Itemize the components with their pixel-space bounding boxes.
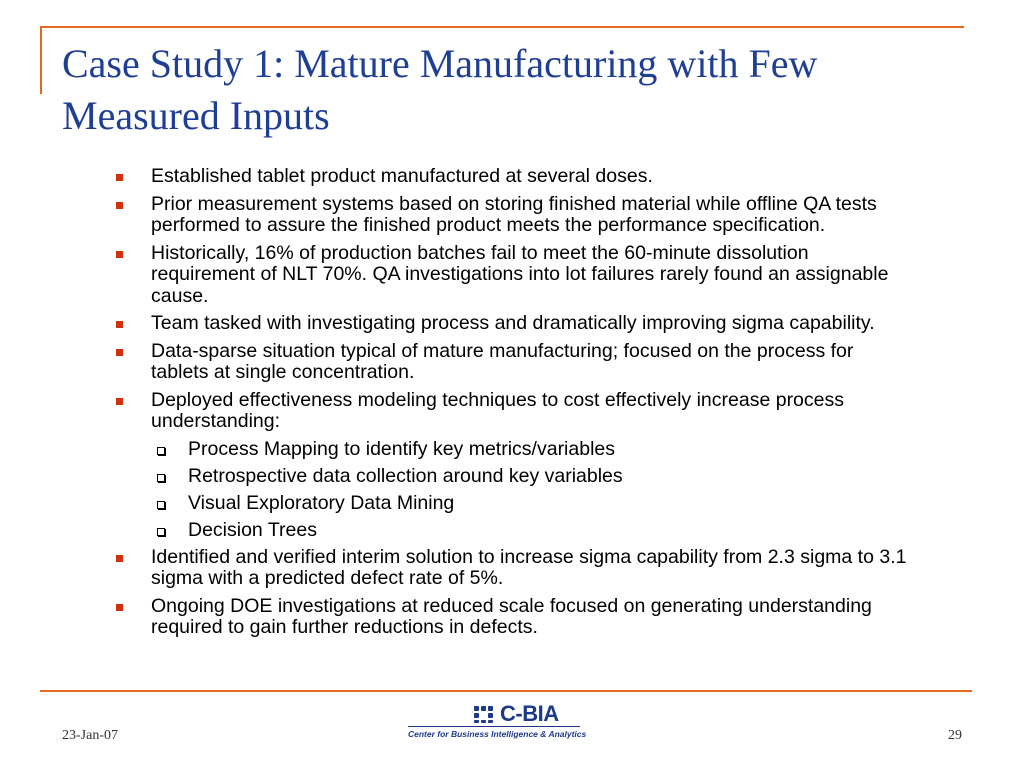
footer-date: 23-Jan-07 — [62, 728, 118, 743]
bullet-text: Ongoing DOE investigations at reduced scale focused on generating understanding required to gain further reductions in defects. — [151, 594, 872, 638]
bullet-item — [113, 341, 913, 384]
logo-grid-icon — [474, 706, 500, 724]
bullet-list — [113, 166, 913, 645]
bullet-item — [113, 313, 913, 335]
bullet-square-icon — [116, 174, 123, 181]
bottom-accent-line — [40, 690, 972, 692]
sub-bullet-text: Retrospective data collection around key variables — [188, 464, 623, 487]
sub-bullet-text: Decision Trees — [188, 518, 317, 541]
bullet-square-icon — [116, 321, 123, 328]
bullet-square-icon — [116, 555, 123, 562]
bullet-square-icon — [116, 202, 123, 209]
logo-rule — [408, 726, 580, 727]
bullet-text: Data-sparse situation typical of mature manufacturing; focused on the process for tablets at single concentration. — [151, 339, 854, 383]
bullet-item — [113, 166, 913, 188]
sub-bullet-item — [113, 439, 913, 461]
sub-bullet-text: Process Mapping to identify key metrics/variables — [188, 437, 616, 460]
bullet-item — [113, 390, 913, 433]
bullet-text: Team tasked with investigating process and dramatically improving sigma capability. — [151, 312, 875, 334]
hollow-square-icon — [157, 447, 165, 455]
bullet-text: Historically, 16% of production batches fail to meet the 60-minute dissolution requirement of NLT 70%. QA investigations into lot failures rarely found an assignable cause. — [151, 241, 889, 307]
bullet-text: Identified and verified interim solution to increase sigma capability from 2.3 sigma to 3.1 sigma with a predicted defect rate of 5%. — [151, 545, 907, 589]
bullet-item — [113, 596, 913, 639]
sub-bullet-item — [113, 466, 913, 488]
slide-title: Case Study 1: Mature Manufacturing with Few Measured Inputs — [62, 41, 818, 138]
bullet-item — [113, 547, 913, 590]
sub-bullet-item — [113, 493, 913, 515]
bullet-square-icon — [116, 349, 123, 356]
bullet-text: Prior measurement systems based on storing finished material while offline QA tests performed to assure the finished product meets the performance specification. — [151, 192, 877, 236]
hollow-square-icon — [157, 501, 165, 509]
bullet-square-icon — [116, 604, 123, 611]
bullet-square-icon — [116, 398, 123, 405]
sub-bullet-text: Visual Exploratory Data Mining — [188, 491, 455, 514]
bullet-text: Established tablet product manufactured at several doses. — [151, 165, 653, 187]
hollow-square-icon — [157, 474, 165, 482]
sub-bullet-item — [113, 520, 913, 542]
bullet-item — [113, 243, 913, 308]
logo-tagline: Center for Business Intelligence & Analytics — [408, 729, 587, 739]
hollow-square-icon — [157, 528, 165, 536]
bullet-text: Deployed effectiveness modeling techniques to cost effectively increase process understanding: — [151, 388, 845, 432]
cbia-logo — [408, 701, 608, 744]
logo-name: C-BIA — [500, 701, 559, 726]
top-accent-line — [40, 26, 964, 28]
page-number: 29 — [948, 728, 962, 743]
bullet-square-icon — [116, 251, 123, 258]
bullet-item — [113, 194, 913, 237]
left-accent-line — [40, 26, 42, 94]
